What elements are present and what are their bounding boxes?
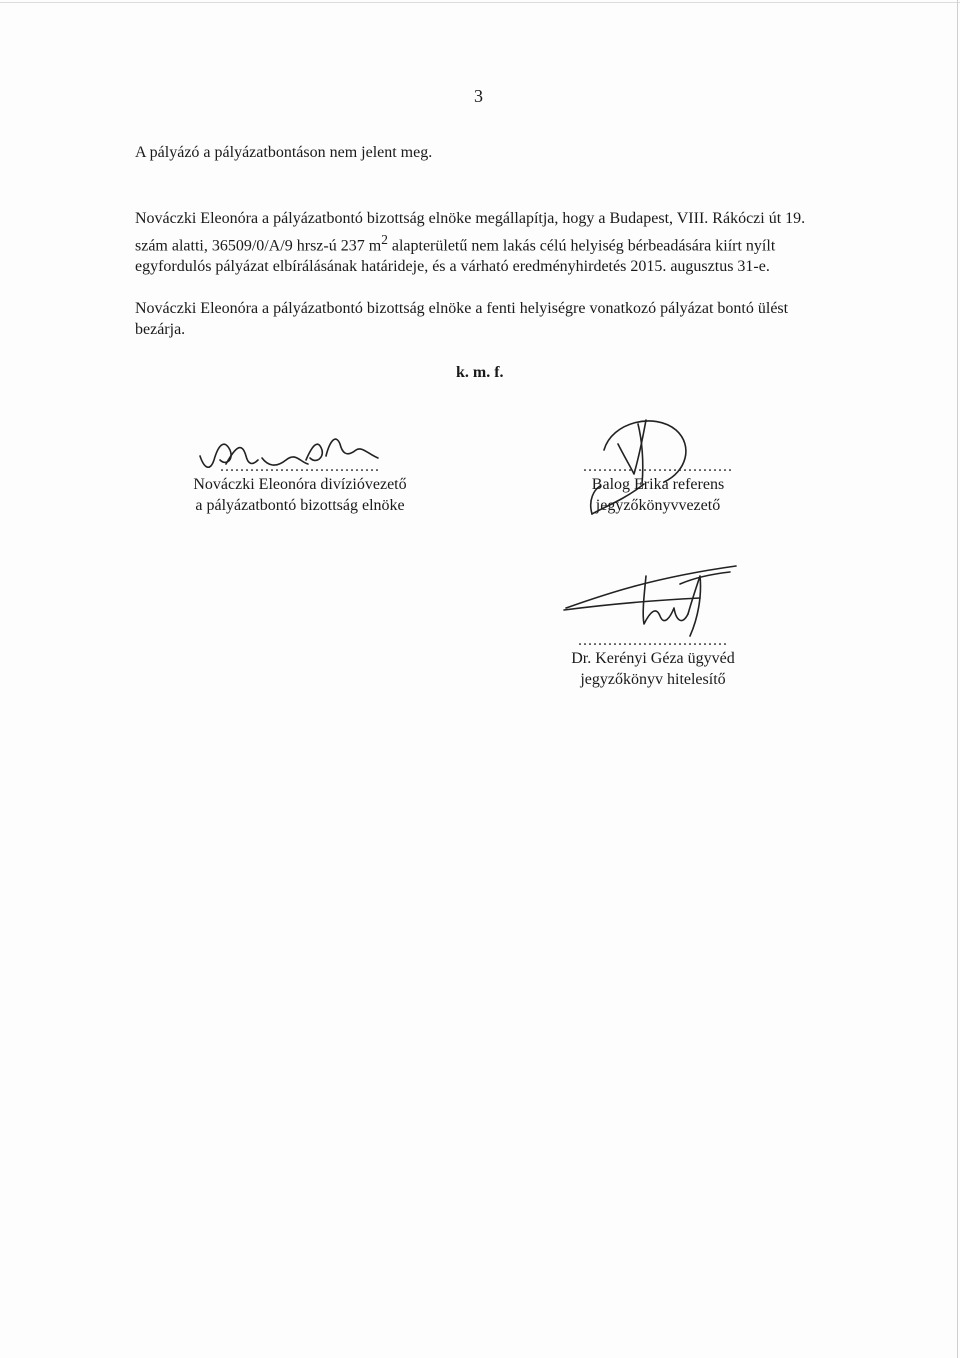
signature-block-left — [180, 462, 420, 516]
page-number: 3 — [474, 86, 483, 106]
signatory-right-name: Balog Erika referens — [591, 476, 725, 493]
signatory-third-role: jegyzőkönyv hitelesítő — [580, 671, 726, 688]
signature-line-third: .............................. — [578, 636, 728, 648]
paragraph-closing: Nováczki Eleonóra a pályázatbontó bizottság elnöke a fenti helyiségre vonatkozó pályázat bontó ülést bezárja. — [135, 300, 789, 338]
paragraph-no-show: A pályázó a pályázatbontáson nem jelent meg. — [135, 144, 433, 161]
scan-edge-right — [957, 0, 958, 1358]
paragraph-deadline-part1: Nováczki Eleonóra a pályázatbontó bizottság elnöke megállapítja, hogy a Budapest, VIII. Rákóczi út 19. szám alatti, 36509/0/A/9 hrsz-ú 237 m — [135, 210, 806, 255]
paragraph-deadline-part2: alapterületű nem lakás célú helyiség bérbeadására kiírt nyílt egyfordulós pályázat elbírálásának határideje, és a várható eredményhirdetés 2015. augusztus 31-e. — [135, 237, 776, 276]
signature-line-left: ................................ — [220, 462, 380, 474]
superscript-squared: 2 — [381, 232, 388, 247]
paragraph-deadline — [135, 208, 835, 277]
signatory-left-name: Nováczki Eleonóra divízióvezető — [193, 476, 407, 493]
scan-edge-top — [0, 2, 960, 3]
signature-line-right: .............................. — [583, 462, 733, 474]
signature-block-third — [548, 636, 758, 690]
signature-third-icon — [560, 556, 740, 640]
signatory-right-role: jegyzőkönyvvezető — [595, 497, 721, 514]
signatory-left-role: a pályázatbontó bizottság elnöke — [195, 497, 405, 514]
signatory-third-name: Dr. Kerényi Géza ügyvéd — [571, 650, 735, 667]
signature-block-right — [548, 462, 768, 516]
kmf-mark: k. m. f. — [456, 364, 504, 381]
